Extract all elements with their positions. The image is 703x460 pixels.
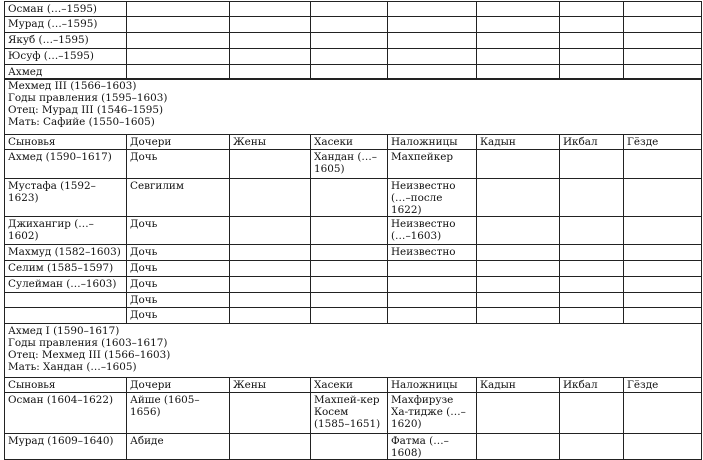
wife-cell bbox=[230, 245, 311, 261]
gozde-cell bbox=[624, 49, 702, 65]
haseki-cell bbox=[311, 434, 388, 460]
table-row bbox=[5, 49, 702, 65]
ikbal-cell bbox=[560, 245, 624, 261]
wife-cell bbox=[230, 179, 311, 217]
haseki-cell bbox=[311, 277, 388, 293]
ikbal-cell bbox=[560, 2, 624, 17]
ruler-info-row bbox=[5, 324, 702, 378]
header-sons: Сыновья bbox=[5, 135, 127, 150]
table-row bbox=[5, 17, 702, 33]
kadin-cell bbox=[477, 179, 560, 217]
header-ikbal: Икбал bbox=[560, 135, 624, 150]
kadin-cell bbox=[477, 393, 560, 434]
dynasty-table bbox=[4, 78, 702, 460]
son-cell: Осман (1604–1622) bbox=[5, 393, 127, 434]
ruler-name: Ахмед I (1590–1617) bbox=[8, 325, 120, 337]
ruler-mother: Мать: Сафийе (1550–1605) bbox=[8, 116, 155, 128]
header-concubines: Наложницы bbox=[388, 135, 477, 150]
haseki-cell bbox=[311, 2, 388, 17]
ikbal-cell bbox=[560, 393, 624, 434]
haseki-cell bbox=[311, 217, 388, 245]
reign-years: Годы правления (1595–1603) bbox=[8, 92, 168, 104]
wife-cell bbox=[230, 33, 311, 49]
table-row bbox=[5, 393, 702, 434]
ikbal-cell bbox=[560, 33, 624, 49]
gozde-cell bbox=[624, 17, 702, 33]
haseki-cell bbox=[311, 17, 388, 33]
son-cell: Осман (…–1595) bbox=[5, 2, 127, 17]
ikbal-cell bbox=[560, 17, 624, 33]
header-daughters: Дочери bbox=[127, 378, 230, 393]
header-daughters: Дочери bbox=[127, 135, 230, 150]
concubine-cell bbox=[388, 2, 477, 17]
ikbal-cell bbox=[560, 277, 624, 293]
table-row bbox=[5, 2, 702, 17]
concubine-cell bbox=[388, 293, 477, 308]
ikbal-cell bbox=[560, 434, 624, 460]
concubine-cell: Неизвестно (…–1603) bbox=[388, 217, 477, 245]
header-row bbox=[5, 135, 702, 150]
daughter-cell: Дочь bbox=[127, 277, 230, 293]
wife-cell bbox=[230, 308, 311, 324]
previous-section-table bbox=[4, 1, 702, 80]
table-row bbox=[5, 277, 702, 293]
gozde-cell bbox=[624, 277, 702, 293]
gozde-cell bbox=[624, 217, 702, 245]
son-cell: Махмуд (1582–1603) bbox=[5, 245, 127, 261]
header-concubines: Наложницы bbox=[388, 378, 477, 393]
haseki-cell: Махпей-кер Косем (1585–1651) bbox=[311, 393, 388, 434]
haseki-cell bbox=[311, 293, 388, 308]
ikbal-cell bbox=[560, 293, 624, 308]
ruler-mother: Мать: Хандан (…–1605) bbox=[8, 361, 137, 373]
son-cell bbox=[5, 308, 127, 324]
kadin-cell bbox=[477, 293, 560, 308]
haseki-cell bbox=[311, 179, 388, 217]
wife-cell bbox=[230, 277, 311, 293]
ikbal-cell bbox=[560, 308, 624, 324]
ikbal-cell bbox=[560, 49, 624, 65]
kadin-cell bbox=[477, 17, 560, 33]
gozde-cell bbox=[624, 33, 702, 49]
concubine-cell: Махфирузе Ха-тидже (…–1620) bbox=[388, 393, 477, 434]
concubine-cell bbox=[388, 17, 477, 33]
daughter-cell: Дочь bbox=[127, 217, 230, 245]
header-kadin: Кадын bbox=[477, 135, 560, 150]
ruler-father: Отец: Мехмед III (1566–1603) bbox=[8, 349, 171, 361]
daughter-cell bbox=[127, 2, 230, 17]
haseki-cell bbox=[311, 245, 388, 261]
kadin-cell bbox=[477, 261, 560, 277]
concubine-cell: Неизвестно (…–после 1622) bbox=[388, 179, 477, 217]
table-row bbox=[5, 150, 702, 179]
gozde-cell bbox=[624, 308, 702, 324]
header-wives: Жены bbox=[230, 378, 311, 393]
reign-years: Годы правления (1603–1617) bbox=[8, 337, 168, 349]
ruler-name: Мехмед III (1566–1603) bbox=[8, 80, 137, 92]
daughter-cell: Айше (1605–1656) bbox=[127, 393, 230, 434]
kadin-cell bbox=[477, 217, 560, 245]
header-gozde: Гёзде bbox=[624, 378, 702, 393]
daughter-cell bbox=[127, 49, 230, 65]
haseki-cell bbox=[311, 308, 388, 324]
header-haseki: Хасеки bbox=[311, 378, 388, 393]
kadin-cell bbox=[477, 33, 560, 49]
son-cell: Ахмед (1590–1617) bbox=[5, 150, 127, 179]
gozde-cell bbox=[624, 179, 702, 217]
table-row bbox=[5, 308, 702, 324]
daughter-cell: Дочь bbox=[127, 245, 230, 261]
ikbal-cell bbox=[560, 261, 624, 277]
gozde-cell bbox=[624, 393, 702, 434]
haseki-cell bbox=[311, 33, 388, 49]
kadin-cell bbox=[477, 150, 560, 179]
wife-cell bbox=[230, 217, 311, 245]
gozde-cell bbox=[624, 2, 702, 17]
table-row bbox=[5, 261, 702, 277]
daughter-cell: Дочь bbox=[127, 308, 230, 324]
gozde-cell bbox=[624, 245, 702, 261]
haseki-cell: Хандан (…–1605) bbox=[311, 150, 388, 179]
wife-cell bbox=[230, 293, 311, 308]
daughter-cell bbox=[127, 33, 230, 49]
table-row bbox=[5, 179, 702, 217]
gozde-cell bbox=[624, 434, 702, 460]
concubine-cell: Махпейкер bbox=[388, 150, 477, 179]
wife-cell bbox=[230, 150, 311, 179]
daughter-cell: Севгилим bbox=[127, 179, 230, 217]
wife-cell bbox=[230, 2, 311, 17]
wife-cell bbox=[230, 393, 311, 434]
kadin-cell bbox=[477, 245, 560, 261]
header-kadin: Кадын bbox=[477, 378, 560, 393]
ikbal-cell bbox=[560, 217, 624, 245]
ikbal-cell bbox=[560, 179, 624, 217]
header-gozde: Гёзде bbox=[624, 135, 702, 150]
concubine-cell: Неизвестно bbox=[388, 245, 477, 261]
header-sons: Сыновья bbox=[5, 378, 127, 393]
gozde-cell bbox=[624, 261, 702, 277]
wife-cell bbox=[230, 261, 311, 277]
son-cell: Ахмед bbox=[5, 65, 127, 80]
daughter-cell: Дочь bbox=[127, 261, 230, 277]
header-row bbox=[5, 378, 702, 393]
wife-cell bbox=[230, 49, 311, 65]
son-cell: Мустафа (1592–1623) bbox=[5, 179, 127, 217]
table-row bbox=[5, 245, 702, 261]
kadin-cell bbox=[477, 308, 560, 324]
daughter-cell: Абиде bbox=[127, 434, 230, 460]
kadin-cell bbox=[477, 277, 560, 293]
wife-cell bbox=[230, 17, 311, 33]
table-row bbox=[5, 293, 702, 308]
concubine-cell: Фатма (…–1608) bbox=[388, 434, 477, 460]
son-cell: Мурад (1609–1640) bbox=[5, 434, 127, 460]
son-cell: Джихангир (…–1602) bbox=[5, 217, 127, 245]
daughter-cell bbox=[127, 17, 230, 33]
header-wives: Жены bbox=[230, 135, 311, 150]
son-cell bbox=[5, 293, 127, 308]
haseki-cell bbox=[311, 49, 388, 65]
gozde-cell bbox=[624, 150, 702, 179]
ruler-father: Отец: Мурад III (1546–1595) bbox=[8, 104, 164, 116]
concubine-cell bbox=[388, 49, 477, 65]
son-cell: Сулейман (…–1603) bbox=[5, 277, 127, 293]
wife-cell bbox=[230, 434, 311, 460]
kadin-cell bbox=[477, 49, 560, 65]
ruler-info-ahmed-i bbox=[5, 324, 702, 378]
concubine-cell bbox=[388, 277, 477, 293]
kadin-cell bbox=[477, 2, 560, 17]
concubine-cell bbox=[388, 33, 477, 49]
ruler-info-mehmed-iii bbox=[5, 79, 702, 135]
daughter-cell: Дочь bbox=[127, 293, 230, 308]
table-row bbox=[5, 217, 702, 245]
daughter-cell: Дочь bbox=[127, 150, 230, 179]
concubine-cell bbox=[388, 261, 477, 277]
haseki-cell bbox=[311, 261, 388, 277]
concubine-cell bbox=[388, 308, 477, 324]
ikbal-cell bbox=[560, 150, 624, 179]
table-row bbox=[5, 33, 702, 49]
header-haseki: Хасеки bbox=[311, 135, 388, 150]
son-cell: Селим (1585–1597) bbox=[5, 261, 127, 277]
son-cell: Юсуф (…–1595) bbox=[5, 49, 127, 65]
table-row bbox=[5, 434, 702, 460]
gozde-cell bbox=[624, 293, 702, 308]
kadin-cell bbox=[477, 434, 560, 460]
son-cell: Мурад (…–1595) bbox=[5, 17, 127, 33]
son-cell: Якуб (…–1595) bbox=[5, 33, 127, 49]
header-ikbal: Икбал bbox=[560, 378, 624, 393]
ruler-info-row bbox=[5, 79, 702, 135]
